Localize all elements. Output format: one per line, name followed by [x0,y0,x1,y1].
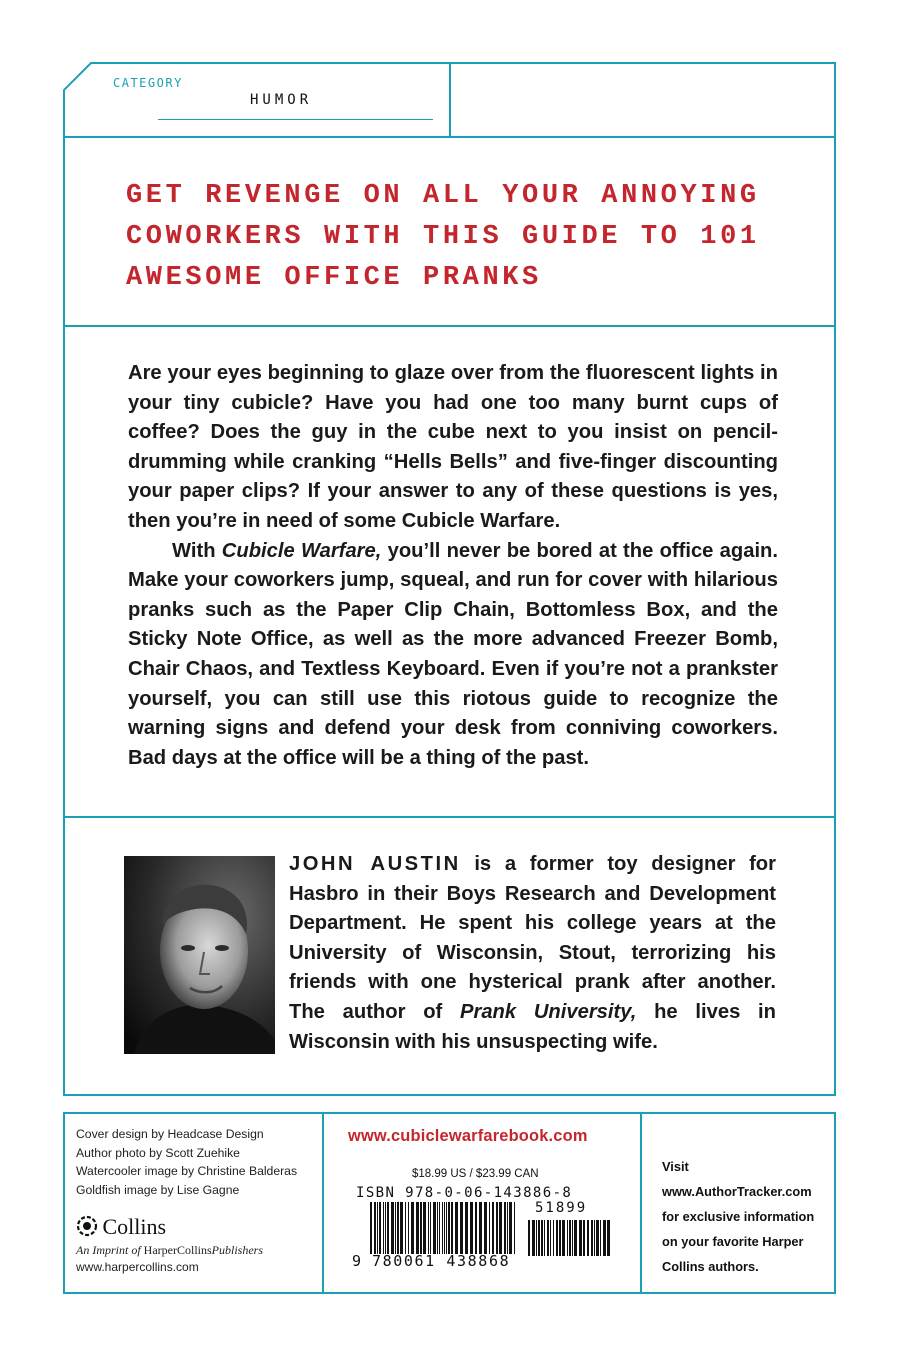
footer-divider [640,1112,642,1294]
barcode-bar [433,1202,436,1254]
barcode-bar [405,1202,406,1254]
barcode-bar [479,1202,482,1254]
barcode-bar [514,1202,515,1254]
barcode-bar [377,1202,378,1254]
publisher-logo [76,1214,166,1240]
credit-line: Watercooler image by Christine Balderas [76,1164,298,1179]
barcode-bar [484,1202,487,1254]
barcode-bar [541,1220,543,1256]
barcode-first-digit: 9 [352,1252,362,1270]
barcode-addon-digits: 51899 [535,1200,588,1216]
credit-line: Author photo by Scott Zuehike [76,1145,240,1160]
barcode-bar [496,1202,498,1254]
price: $18.99 US / $23.99 CAN [412,1168,539,1180]
card-corner-line [63,62,103,102]
isbn: ISBN 978-0-06-143886-8 [356,1185,573,1201]
publisher-name: Collins [102,1214,167,1239]
barcode-bar [559,1220,561,1256]
barcode-bar [596,1220,599,1256]
tracker-line: Collins authors. [662,1259,759,1274]
book-title: Cubicle Warfare, [221,539,382,562]
section-rule [63,325,836,327]
barcode-bar [460,1202,463,1254]
barcode-bar [444,1202,445,1254]
barcode-bar [387,1202,389,1254]
barcode-bar [553,1220,554,1256]
barcode-bar [475,1202,477,1254]
barcode-bar [572,1220,573,1256]
headline-line: GET REVENGE ON ALL YOUR ANNOYING [126,181,760,211]
barcode [370,1202,518,1254]
barcode-bar [544,1220,545,1256]
tracker-line: Visit [662,1159,689,1174]
barcode-bar [420,1202,422,1254]
barcode-bar [591,1220,593,1256]
barcode-bar [607,1220,610,1256]
barcode-bar [400,1202,403,1254]
barcode-bar [439,1202,440,1254]
paragraph-rest: you’ll never be bored at the office again. Make your coworkers jump, squeal, and run for cover with hilarious pranks such as the Paper Clip Chain, Bottomless Box, and the Sticky Note Office, as well as the more advanced Freezer Bomb, Chair Chaos, and Textless Keyboard. Even if you’re not a prankster yourself, you can still use this riotous guide to recognize the warning signs and defend your desk from conniving coworkers. Bad days at the office will be a thing of the past. [128,539,778,769]
barcode-bar [504,1202,506,1254]
author-book-title: Prank University, [460,1000,637,1023]
barcode-bar [532,1220,535,1256]
barcode-bar [574,1220,577,1256]
description-paragraph [128,537,778,774]
category-underline [158,119,433,120]
barcode-bar [603,1220,606,1256]
barcode-bar [455,1202,458,1254]
barcode-bar [379,1202,381,1254]
bio-text: he lives in Wisconsin with his unsuspecting wife. [289,1000,776,1053]
barcode-addon [528,1220,610,1256]
book-website[interactable]: www.cubiclewarfarebook.com [348,1127,588,1145]
publisher-url[interactable]: www.harpercollins.com [76,1260,199,1274]
barcode-bar [536,1220,537,1256]
footer-divider [322,1112,324,1294]
barcode-bar [579,1220,582,1256]
imprint-line [76,1243,263,1258]
barcode-bar [600,1220,601,1256]
headline-line: AWESOME OFFICE PRANKS [126,263,542,293]
headline-line: COWORKERS WITH THIS GUIDE TO 101 [126,222,760,252]
barcode-bar [562,1220,565,1256]
barcode-bar [594,1220,595,1256]
book-description [128,359,778,773]
barcode-bar [507,1202,508,1254]
barcode-bar [587,1220,589,1256]
barcode-bar [448,1202,450,1254]
barcode-bar [446,1202,447,1254]
tracker-line: on your favorite Harper [662,1234,804,1249]
barcode-bar [437,1202,438,1254]
author-bio [289,850,776,1057]
bio-text: is a former toy designer for Hasbro in their Boys Research and Development Department. He spent his college years at the University of Wisconsin, Stout, terrorizing his friends with one hysterical prank after another. The author of [289,853,776,1023]
tracker-line: for exclusive information [662,1209,815,1224]
cover-credits [76,1125,297,1199]
headline [126,176,806,299]
barcode-bar [499,1202,502,1254]
imprint-suffix: Publishers [211,1243,264,1257]
paragraph-lead: With [172,539,222,562]
barcode-bar [374,1202,376,1254]
collins-icon [76,1215,98,1237]
tab-bottom-rule [63,136,836,138]
barcode-bar [430,1202,431,1254]
barcode-bar [385,1202,386,1254]
barcode-bar [397,1202,399,1254]
description-paragraph: Are your eyes beginning to glaze over from the fluorescent lights in your tiny cubicle? Have you had one too many burnt cups of coffee? Does the guy in the cube next to you insist on pencil-drumming while cranking “Hells Bells” and five-finger discounting your paper clips? If your answer to any of these questions is yes, then you’re in need of some Cubicle Warfare. [128,362,778,532]
tracker-line[interactable]: www.AuthorTracker.com [662,1184,812,1199]
barcode-bar [416,1202,419,1254]
barcode-bar [411,1202,414,1254]
barcode-bar [509,1202,512,1254]
category-label: CATEGORY [113,76,183,90]
barcode-bar [547,1220,549,1256]
barcode-bar [383,1202,384,1254]
category-value: HUMOR [250,92,313,108]
barcode-bar [492,1202,494,1254]
tab-divider [449,62,451,138]
barcode-digits: 780061 438868 [372,1252,511,1270]
barcode-bar [408,1202,409,1254]
barcode-bar [442,1202,443,1254]
barcode-bar [528,1220,530,1256]
barcode-bar [489,1202,490,1254]
author-name: JOHN AUSTIN [289,853,461,875]
barcode-bar [556,1220,558,1256]
imprint-prefix: An Imprint of [76,1243,144,1257]
barcode-bar [567,1220,568,1256]
section-rule [63,816,836,818]
author-photo [124,856,275,1054]
barcode-bar [465,1202,468,1254]
barcode-bar [470,1202,473,1254]
barcode-bar [423,1202,426,1254]
barcode-bar [395,1202,396,1254]
barcode-bar [370,1202,372,1254]
barcode-bar [569,1220,571,1256]
barcode-bar [428,1202,429,1254]
imprint-publisher: HarperCollins [143,1243,212,1257]
credit-line: Goldfish image by Lise Gagne [76,1182,240,1197]
credit-line: Cover design by Headcase Design [76,1127,264,1141]
barcode-bar [550,1220,551,1256]
author-tracker-note [662,1154,814,1279]
barcode-bar [451,1202,453,1254]
barcode-bar [391,1202,394,1254]
barcode-bar [538,1220,540,1256]
barcode-bar [583,1220,585,1256]
